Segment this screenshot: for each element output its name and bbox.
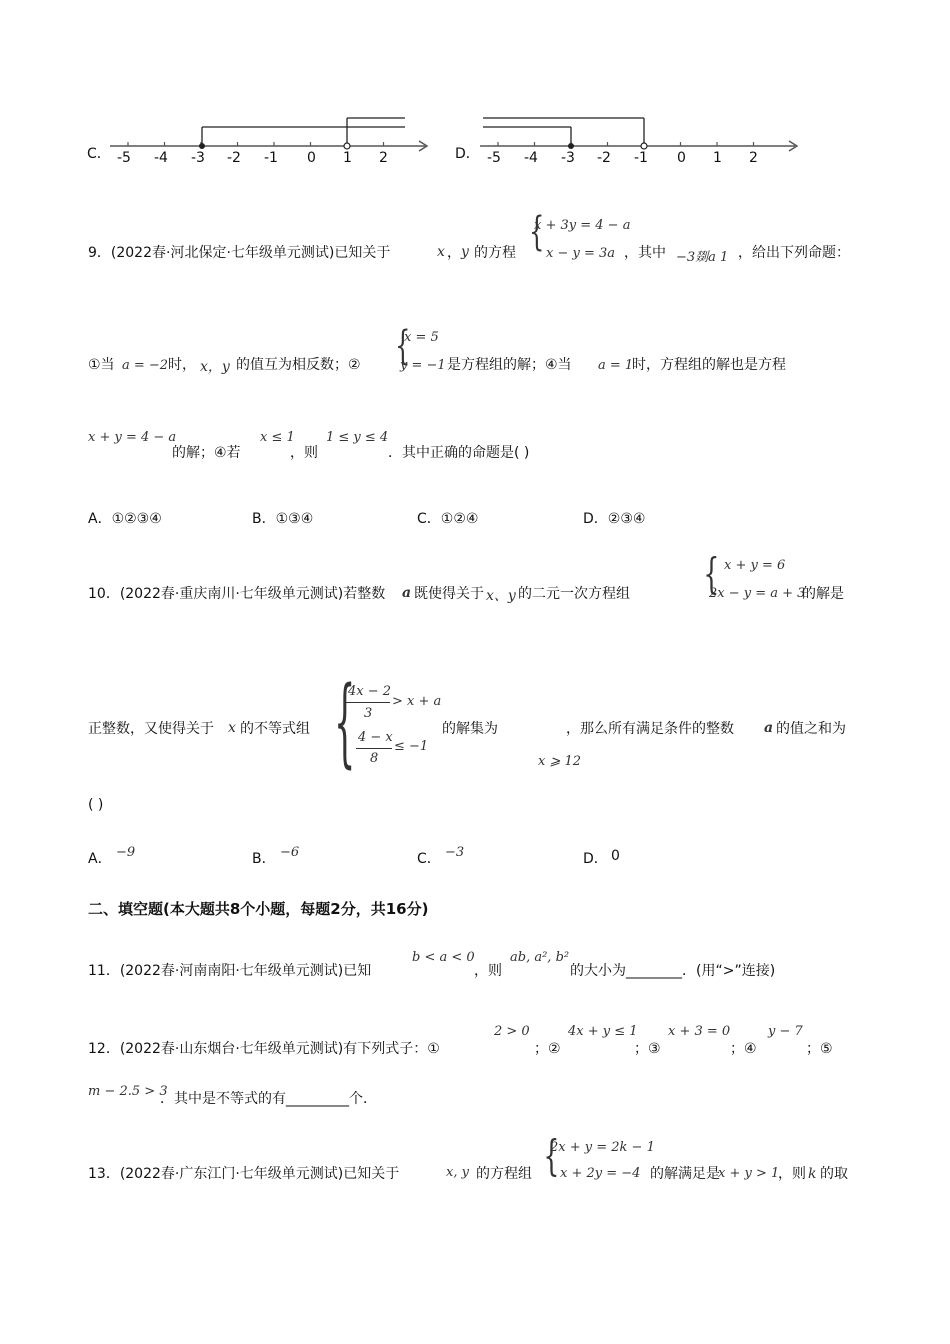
q11-m1: b < a < 0 [412,950,475,965]
q12-e3: x + 3 = 0 [668,1024,731,1039]
q13-mid2: 的解满足是 [650,1166,720,1182]
q11-m2: ab, a², b² [510,950,570,965]
q10-l2-a2: a [764,720,774,736]
q13-eq1: 2x + y = 2k − 1 [550,1140,655,1155]
tick-label: -1 [264,150,278,166]
q12-e1: 2 > 0 [494,1024,530,1039]
q10-ineq2-num: 4 − x [358,730,393,745]
tick-label: 1 [713,150,722,166]
q9-comma: ， [447,245,461,261]
q9-option-d[interactable]: D．②③④ [583,511,646,527]
q9-option-b[interactable]: B．①③④ [252,511,314,527]
q10-xy: x、y [486,588,516,604]
q10-eq1: x + y = 6 [724,558,786,573]
q9-l2-f: 时，方程组的解也是方程 [632,357,786,373]
q10-mid2: 的二元一次方程组 [518,586,630,602]
q13-eq2: x + 2y = −4 [560,1166,641,1181]
q12-e5: m − 2.5 > 3 [88,1084,168,1099]
number-line-c-ticks [113,149,413,169]
q10-solution: x ⩾ 12 [538,754,582,769]
q9-l3-b: ，则 [290,445,318,461]
q10-option-d-value: 0 [611,848,620,864]
q9-sys2-2: y = −1 [400,358,446,373]
q9-l2-c: x，y [200,359,230,375]
q10-l2-d: ，那么所有满足条件的整数 [566,721,734,737]
q10-prefix: 10．(2022春·重庆南川·七年级单元测试)若整数 [88,586,386,602]
q9-option-c[interactable]: C．①②④ [417,511,479,527]
q9-eq2: x − y = 3a [546,246,616,261]
q10-option-b-value: −6 [280,845,300,860]
tick-label: -3 [191,150,205,166]
tick-label: 0 [677,150,686,166]
q9-l3-a: 的解；④若 [172,445,241,461]
q10-ineq1-den: 3 [364,706,373,721]
q10-ineq1-rhs: > x + a [392,694,442,709]
q9-l2-d: 的值互为相反数；② [236,357,361,373]
q9-l3-c: ．其中正确的命题是( ) [388,445,530,461]
q11-suffix: 的大小为________．(用“>”连接) [570,963,776,979]
q9-l3-m2: x ≤ 1 [260,430,295,445]
tick-label: -4 [524,150,538,166]
q13-k: k [808,1166,817,1182]
q11-prefix: 11．(2022春·河南南阳·七年级单元测试)已知 [88,963,372,979]
q10-a: a [402,585,412,601]
q9-l2-a: ①当 [88,357,115,373]
tick-label: -4 [154,150,168,166]
q9-option-a[interactable]: A．①②③④ [88,511,162,527]
q9-l2-e: 是方程组的解；④当 [447,357,572,373]
option-c-label: C． [87,146,111,162]
q12-e2: 4x + y ≤ 1 [568,1024,638,1039]
q12-s4: ；⑤ [806,1041,833,1057]
q12-l2: ．其中是不等式的有_________个． [160,1091,377,1107]
q13-suffix: 的取 [820,1166,848,1182]
left-brace: { [334,666,356,778]
q9-y: y [461,244,469,260]
tick-label: -3 [561,150,575,166]
q10-mid: 既使得关于 [414,586,484,602]
q13-xy: x, y [446,1165,469,1180]
q10-ineq2-rhs: ≤ −1 [394,739,429,754]
q9-cond: −3剟a 1 [676,250,729,265]
q10-option-a-label[interactable]: A． [88,851,112,867]
option-d-label: D． [455,146,480,162]
q10-eq2: 2x − y = a + 3 [709,586,806,601]
q10-option-a-value: −9 [116,845,136,860]
q10-option-d-label[interactable]: D． [583,851,608,867]
q13-cond: x + y > 1 [718,1166,780,1181]
tick-label: -2 [227,150,241,166]
tick-label: -5 [117,150,131,166]
left-brace: { [529,209,545,255]
q10-option-c-value: −3 [445,845,465,860]
q9-l3-m3: 1 ≤ y ≤ 4 [326,430,389,445]
q10-option-b-label[interactable]: B． [252,851,276,867]
q13-mid3: ，则 [778,1166,806,1182]
q10-l2-b: 的不等式组 [240,721,310,737]
left-brace: { [703,549,720,598]
q12-prefix: 12．(2022春·山东烟台·七年级单元测试)有下列式子：① [88,1041,440,1057]
section-2-title: 二、填空题(本大题共8个小题，每题2分，共16分) [88,900,429,918]
q10-l2-a: 正整数，又使得关于 [88,721,214,737]
left-brace: { [395,323,411,369]
q9-l2-m1: a = −2 [122,358,169,373]
q12-s1: ；② [534,1041,561,1057]
q9-sys2-1: x = 5 [404,330,439,345]
q13-mid: 的方程组 [476,1166,532,1182]
q11-mid: ，则 [474,963,502,979]
tick-label: 1 [343,150,352,166]
q9-x: x [437,244,445,260]
q12-s3: ；④ [730,1041,757,1057]
fraction-bar [356,748,392,749]
q12-e4: y − 7 [768,1024,803,1039]
q10-option-c-label[interactable]: C． [417,851,441,867]
tick-label: 2 [379,150,388,166]
q9-eq1: x + 3y = 4 − a [534,218,631,233]
number-line-d-ticks [483,149,783,169]
q10-ineq1-num: 4x − 2 [348,684,392,699]
tick-label: -2 [597,150,611,166]
q10-ineq2-den: 8 [370,751,379,766]
q9-cond-post: ，给出下列命题： [738,245,850,261]
q9-l3-m1: x + y = 4 − a [88,430,177,445]
tick-label: 0 [307,150,316,166]
q9-l2-m2: a = 1 [598,358,634,373]
q10-l3: ( ) [88,797,104,813]
left-brace: { [543,1131,560,1180]
tick-label: -1 [634,150,648,166]
q9-mid: 的方程 [474,245,516,261]
q10-l2-c: 的解集为 [442,721,498,737]
q9-l2-b: 时， [168,357,196,373]
fraction-bar [346,702,390,703]
q10-suffix: 的解是 [802,586,844,602]
q12-s2: ；③ [634,1041,661,1057]
q10-l2-x: x [228,720,236,736]
q13-prefix: 13．(2022春·广东江门·七年级单元测试)已知关于 [88,1166,400,1182]
q9-cond-pre: ，其中 [624,245,666,261]
q10-l2-e: 的值之和为 [776,721,846,737]
tick-label: 2 [749,150,758,166]
q9-prefix: 9．(2022春·河北保定·七年级单元测试)已知关于 [88,245,391,261]
tick-label: -5 [487,150,501,166]
